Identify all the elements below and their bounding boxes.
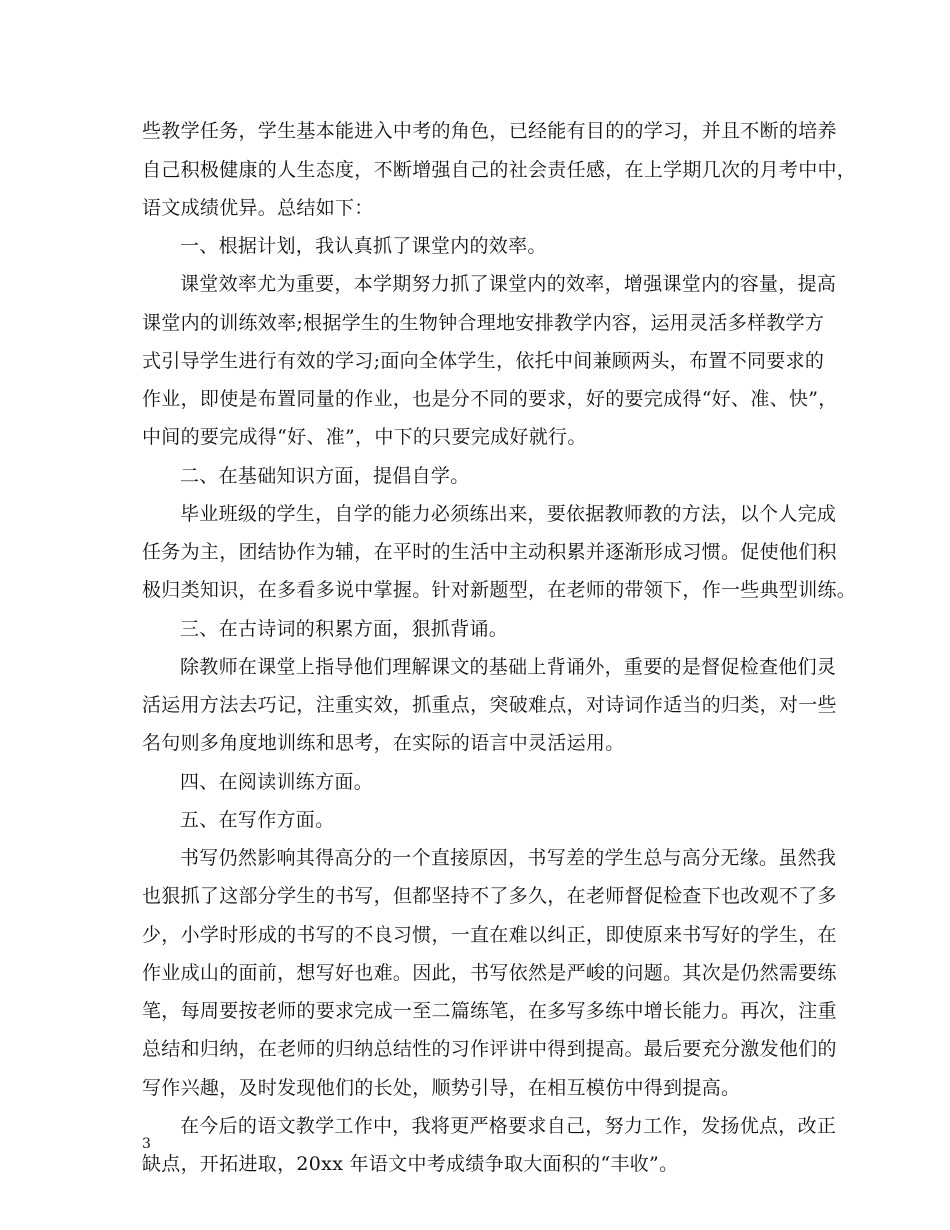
text-line: 名句则多角度地训练和思考，在实际的语言中灵活运用。	[142, 732, 625, 754]
text-line: 缺点，开拓进取，20xx 年语文中考成绩争取大面积的“丰收”。	[142, 1153, 679, 1175]
text-line: 中间的要完成得“好、准”，中下的只要完成好就行。	[142, 426, 587, 448]
text-line: 作业，即使是布置同量的作业，也是分不同的要求，好的要完成得“好、准、快”，	[142, 388, 838, 410]
text-line: 写作兴趣，及时发现他们的长处，顺势引导，在相互模仿中得到提高。	[142, 1077, 741, 1099]
text-line: 也狠抓了这部分学生的书写，但都坚持不了多久，在老师督促检查下也改观不了多	[142, 885, 837, 907]
section-heading-3: 三、在古诗词的积累方面，狠抓背诵。	[180, 618, 509, 640]
text-line: 式引导学生进行有效的学习;面向全体学生，依托中间兼顾两头，布置不同要求的	[142, 350, 825, 372]
page-number: 3	[142, 1136, 151, 1152]
text-line: 极归类知识，在多看多说中掌握。针对新题型，在老师的带领下，作一些典型训练。	[142, 579, 857, 601]
section-heading-5: 五、在写作方面。	[180, 809, 335, 831]
section-heading-2: 二、在基础知识方面，提倡自学。	[180, 465, 470, 487]
text-line: 作业成山的面前，想写好也难。因此，书写依然是严峻的问题。其次是仍然需要练	[142, 962, 837, 984]
text-line: 笔，每周要按老师的要求完成一至二篇练笔，在多写多练中增长能力。再次，注重	[142, 1000, 837, 1022]
text-line: 在今后的语文教学工作中，我将更严格要求自己，努力工作，发扬优点，改正	[180, 1115, 837, 1137]
text-line: 活运用方法去巧记，注重实效，抓重点，突破难点，对诗词作适当的归类，对一些	[142, 694, 837, 716]
text-line: 少，小学时形成的书写的不良习惯，一直在难以纠正，即使原来书写好的学生，在	[142, 924, 837, 946]
text-line: 毕业班级的学生，自学的能力必须练出来，要依据教师教的方法，以个人完成	[180, 503, 837, 525]
section-heading-1: 一、根据计划，我认真抓了课堂内的效率。	[180, 235, 547, 257]
text-line: 语文成绩优异。总结如下：	[142, 197, 374, 219]
text-line: 任务为主，团结协作为辅，在平时的生活中主动积累并逐渐形成习惯。促使他们积	[142, 541, 837, 563]
section-heading-4: 四、在阅读训练方面。	[180, 771, 374, 793]
text-line: 自己积极健康的人生态度，不断增强自己的社会责任感，在上学期几次的月考中中，	[142, 159, 857, 181]
text-line: 些教学任务，学生基本能进入中考的角色，已经能有目的的学习，并且不断的培养	[142, 120, 837, 142]
text-line: 课堂效率尤为重要，本学期努力抓了课堂内的效率，增强课堂内的容量，提高	[180, 273, 837, 295]
text-line: 课堂内的训练效率;根据学生的生物钟合理地安排教学内容，运用灵活多样教学方	[142, 312, 825, 334]
text-line: 书写仍然影响其得高分的一个直接原因，书写差的学生总与高分无缘。虽然我	[180, 847, 837, 869]
text-line: 总结和归纳，在老师的归纳总结性的习作评讲中得到提高。最后要充分激发他们的	[142, 1038, 837, 1060]
text-line: 除教师在课堂上指导他们理解课文的基础上背诵外，重要的是督促检查他们灵	[180, 656, 837, 678]
